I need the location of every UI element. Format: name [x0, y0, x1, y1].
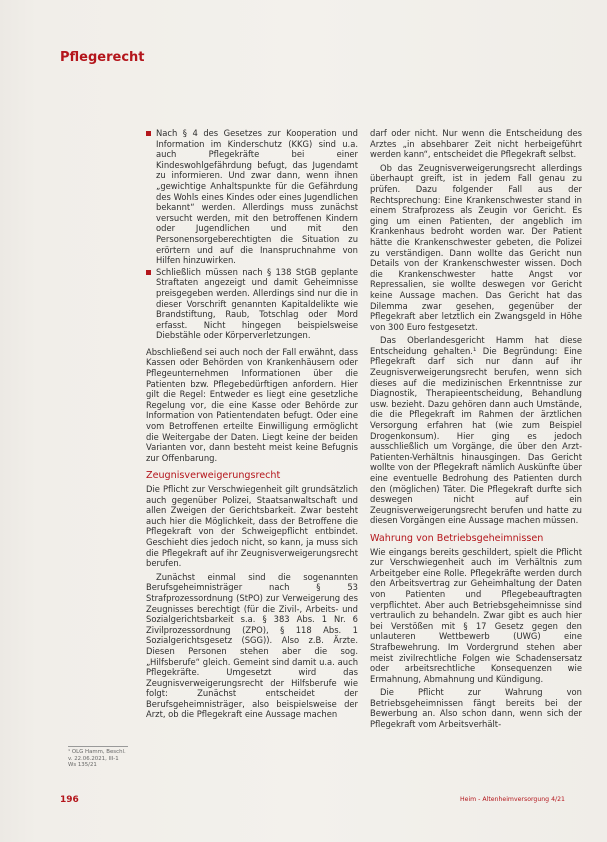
paragraph: Die Pflicht zur Wahrung von Betriebsgeheimnissen fängt bereits bei der Bewerbung an. Also schon dann, wenn sich der Pflegekraft vom Arbeitsverhält-	[370, 687, 582, 730]
journal-footer: Heim - Altenheimversorgung 4/21	[460, 796, 565, 803]
paragraph: Die Pflicht zur Verschwiegenheit gilt grundsätzlich auch gegenüber Polizei, Staatsanwaltschaft und allen Zweigen der Gerichtsbarkeit. Zwar besteht auch hier die Möglichkeit, dass der Betroffene die Pflegekraft von der Schweigepflicht entbindet. Geschieht dies jedoch nicht, so kann, ja muss sich die Pflegekraft auf ihr Zeugnisverweigerungsrecht berufen.	[146, 484, 358, 569]
bullet-text: Nach § 4 des Gesetzes zur Kooperation und Information im Kinderschutz (KKG) sind u.a. auch Pflegekräfte bei einer Kindeswohlgefährdung befugt, das Jugendamt zu informieren. Und zwar dann, wenn ihnen „gewichtige Anhaltspunkte für die Gefährdung des Wohls eines Kindes oder eines Jugendlichen bekannt“ werden. Allerdings muss zunächst versucht werden, mit den betroffenen Kindern oder Jugendlichen und mit den Personensorgeberechtigten die Situation zu erörtern und auf die Inanspruchnahme von Hilfen hinzuwirken.	[156, 128, 358, 266]
paragraph: darf oder nicht. Nur wenn die Entscheidung des Arztes „in absehbarer Zeit nicht herbeigeführt werden kann“, entscheidet die Pflegekraft selbst.	[370, 128, 582, 160]
square-bullet-icon	[146, 270, 151, 275]
paragraph: Wie eingangs bereits geschildert, spielt die Pflicht zur Verschwiegenheit auch im Verhältnis zum Arbeitgeber eine Rolle. Pflegekräfte werden durch den Arbeitsvertrag zur Geheimhaltung der Daten von Patienten und Pflegebeauftragten verpflichtet. Aber auch Betriebsgeheimnisse sind vertraulich zu behandeln. Zwar gibt es auch hier bei Verstößen mit § 17 Gesetz gegen den unlauteren Wettbewerb (UWG) eine Strafbewehrung. Im Vordergrund stehen aber meist zivilrechtliche Folgen wie Schadensersatz oder arbeitsrechtliche Konsequenzen wie Ermahnung, Abmahnung und Kündigung.	[370, 546, 582, 684]
bullet-item	[146, 267, 358, 341]
square-bullet-icon	[146, 131, 151, 136]
paragraph: Ob das Zeugnisverweigerungsrecht allerdings überhaupt greift, ist in jedem Fall genau zu prüfen. Dazu folgender Fall aus der Rechtsprechung: Eine Krankenschwester stand in einem Strafprozess als Zeugin vor Gericht. Es ging um einen Patienten, der angeblich im Krankenhaus bedroht worden war. Der Patient hätte die Krankenschwester gebeten, die Polizei zu verständigen. Dann wollte das Gericht nun Details von der Krankenschwester wissen. Doch die Krankenschwester hatte Angst vor Repressalien, sie wollte deswegen vor Gericht keine Aussage machen. Das Gericht hat das Dilemma zwar gesehen, gegenüber der Pflegekraft aber letztlich ein Zwangsgeld in Höhe von 300 Euro festgesetzt.	[370, 162, 582, 332]
page-number: 196	[60, 795, 79, 805]
paragraph: Das Oberlandesgericht Hamm hat diese Entscheidung gehalten.¹ Die Begründung: Eine Pflegekraft darf sich nur dann auf ihr Zeugnisverweigerungsrecht berufen, wenn sich dieses auf die medizinischen Erkenntnisse zur Diagnostik, Therapieentscheidung, Behandlung usw. bezieht. Dazu gehören dann auch Umstände, die die Pflegekraft im Rahmen der ärztlichen Versorgung erfahren hat (wie zum Beispiel Drogenkonsum). Hier ging es jedoch ausschließlich um Vorgänge, die über den Arzt-Patienten-Verhältnis hinausgingen. Das Gericht wollte von der Pflegekraft nämlich Auskünfte über eine eventuelle Bedrohung des Patienten durch den (möglichen) Täter. Die Pflegekraft durfte sich deswegen nicht auf ein Zeugnisverweigerungsrecht berufen und hatte zu diesen Vorgängen eine Aussage machen müssen.	[370, 335, 582, 526]
bullet-text: Schließlich müssen nach § 138 StGB geplante Straftaten angezeigt und damit Geheimnisse preisgegeben werden. Allerdings sind nur die in dieser Vorschrift genannten Kapitaldelikte wie Brandstiftung, Raub, Totschlag oder Mord erfasst. Nicht hingegen beispielsweise Diebstähle oder Körperverletzungen.	[156, 266, 358, 341]
left-column	[146, 128, 358, 723]
paragraph: Abschließend sei auch noch der Fall erwähnt, dass Kassen oder Behörden von Krankenhäusern oder Pflegeunternehmen Informationen über die Patienten bzw. Pflegebedürftigen anfordern. Hier gilt die Regel: Entweder es liegt eine gesetzliche Regelung vor, die eine Kasse oder Behörde zur Information von Patientendaten befugt. Oder eine vom Betroffenen erteilte Einwilligung ermöglicht die Weitergabe der Daten. Liegt keine der beiden Varianten vor, dann besteht meist keine Befugnis zur Offenbarung.	[146, 346, 358, 463]
right-column	[370, 128, 582, 733]
section-title: Pflegerecht	[60, 50, 145, 65]
footnote: ¹ OLG Hamm, Beschl. v. 22.06.2021, III-1 Ws 135/21	[68, 746, 128, 769]
paragraph: Zunächst einmal sind die sogenannten Berufsgeheimnisträger nach § 53 Strafprozessordnung (StPO) zur Verweigerung des Zeugnisses berechtigt (für die Zivil-, Arbeits- und Sozialgerichtsbarkeit s.a. § 383 Abs. 1 Nr. 6 Zivilprozessordnung (ZPO), § 118 Abs. 1 Sozialgerichtsgesetz (SGG)). Also z.B. Ärzte. Diesen Personen stehen aber die sog. „Hilfsberufe“ gleich. Gemeint sind damit u.a. auch Pflegekräfte. Umgesetzt wird das Zeugnisverweigerungsrecht der Hilfsberufe wie folgt: Zunächst entscheidet der Berufsgeheimnisträger, also beispielsweise der Arzt, ob die Pflegekraft eine Aussage machen	[146, 571, 358, 720]
bullet-list	[146, 128, 358, 341]
bullet-item	[146, 128, 358, 266]
subheading: Wahrung von Betriebsgeheimnissen	[370, 532, 544, 544]
subheading: Zeugnisverweigerungsrecht	[146, 470, 281, 482]
